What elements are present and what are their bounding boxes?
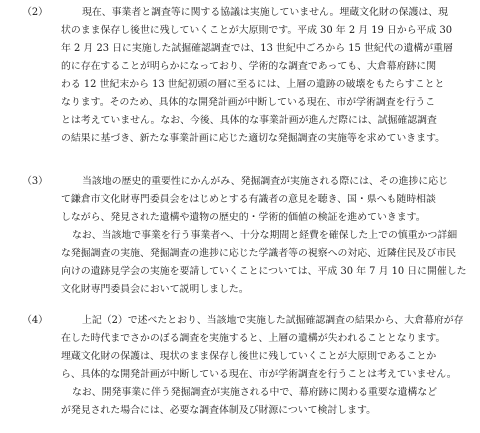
paragraph-line: 在した時代までさかのぼる調査を実施すると、上層の遺構が失われることとなります。 <box>61 333 446 344</box>
paragraph-line: な発掘調査の実施、発掘調査の進捗に応じた学識者等の視察への対応、近隣住民及び市民 <box>61 248 457 259</box>
paragraph-line: 向けの遺跡見学会の実施を要請していくことについては、平成 30 年 7 月 10 日に開催した <box>61 266 467 277</box>
paragraph-line: 状のまま保存し後世に残していくことが大原則です。平成 30 年 2 月 19 日から平成 30 <box>61 25 453 36</box>
paragraph-line: なお、当該地で事業を行う事業者へ、十分な期間と経費を確保した上での慎重かつ詳細 <box>72 230 458 241</box>
paragraph-line: 当該地の歴史的重要性にかんがみ、発掘調査が実施される際には、その進捗に応じ <box>82 176 448 187</box>
paragraph-line: 年 2 月 23 日に実施した試掘確認調査では、13 世紀中ごろから 15 世紀代の遺構が重層 <box>61 43 453 54</box>
paragraph-line: しながら、発見された遺構や遺物の歴史的・学術的価値の検証を進めていきます。 <box>61 212 426 223</box>
section-number: （3） <box>22 176 49 187</box>
paragraph-line: なお、開発事業に伴う発掘調査が実施される中で、幕府跡に関わる重要な遺構など <box>72 387 438 398</box>
paragraph-line: わる 12 世紀末から 13 世紀初頭の層に至るには、上層の遺跡の破壊をもたらすことと <box>61 79 445 90</box>
paragraph-line: 埋蔵文化財の保護は、現状のまま保存し後世に残していくことが大原則であることか <box>61 351 437 362</box>
paragraph-line: 文化財専門委員会において説明しました。 <box>61 284 249 295</box>
paragraph-line: が発見された場合には、必要な調査体制及び財源について検討します。 <box>61 405 377 416</box>
paragraph-line: 現在、事業者と調査等に関する協議は実施していません。埋蔵文化財の保護は、現 <box>82 7 448 18</box>
paragraph-line: 上記（2）で述べたとおり、当該地で実施した試掘確認調査の結果から、大倉幕府が存 <box>82 315 464 326</box>
paragraph-line: ら、具体的な開発計画が中断している現在、市が学術調査を行うことは考えていません。 <box>61 369 457 380</box>
paragraph-line: なります。そのため、具体的な開発計画が中断している現在、市が学術調査を行うこ <box>61 97 436 108</box>
paragraph-line: とは考えていません。なお、今後、具体的な事業計画が進んだ際には、試掘確認調査 <box>61 115 437 126</box>
paragraph-line: の結果に基づき、新たな事業計画に応じた適切な発掘調査の実施等を求めていきます。 <box>61 133 445 144</box>
section-number: （4） <box>22 315 49 326</box>
section-number: （2） <box>22 7 49 18</box>
paragraph-line: て鎌倉市文化財専門委員会をはじめとする有識者の意見を聴き、国・県へも随時相談 <box>61 194 436 205</box>
paragraph-line: 的に存在することが明らかになっており、学術的な調査であっても、大倉幕府跡に関 <box>61 61 437 72</box>
